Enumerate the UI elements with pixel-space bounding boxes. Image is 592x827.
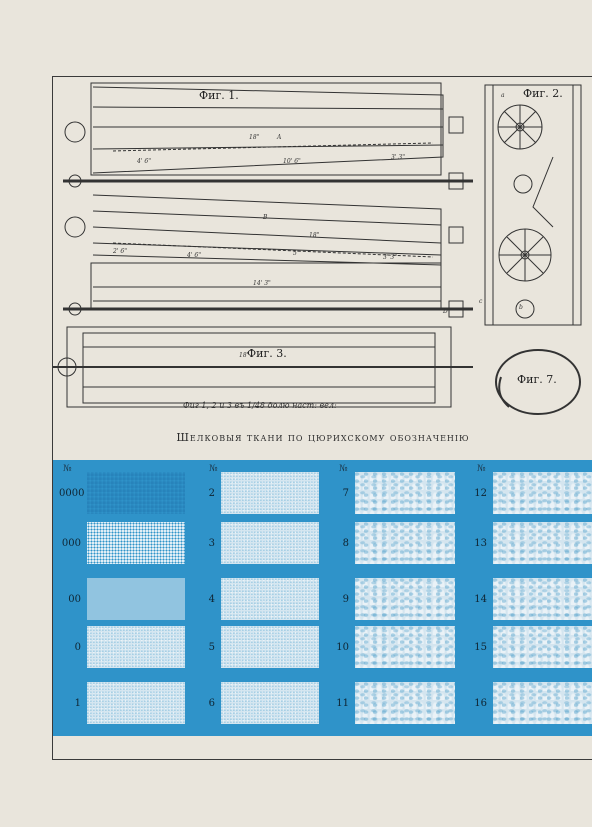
sample-number: 7 (342, 488, 349, 499)
dimension-label: 18" (239, 352, 250, 359)
silk-swatch (221, 522, 319, 564)
column-number-label: № (477, 464, 486, 474)
silk-swatch (355, 626, 455, 668)
silk-swatch (221, 626, 319, 668)
sample-number: 2 (208, 488, 215, 499)
silk-swatch (493, 626, 592, 668)
dimension-label: B (263, 214, 268, 221)
dimension-label: 14' 3" (253, 280, 271, 287)
sample-number: 0000 (59, 488, 85, 499)
silk-swatch (87, 682, 185, 724)
sample-number: 12 (474, 488, 487, 499)
sample-number: 13 (474, 538, 487, 549)
silk-swatch (355, 522, 455, 564)
machine-drawing (53, 77, 592, 427)
fig1-label: Фиг. 1. (199, 89, 239, 102)
dimension-label: 3' 3" (383, 254, 397, 261)
sample-number: 11 (336, 698, 349, 709)
samples-heading: Шелковыя ткани по цюрихскому обозначенію (176, 431, 470, 444)
column-number-label: № (209, 464, 218, 474)
fig2-frame (485, 85, 581, 325)
silk-swatch (221, 578, 319, 620)
silk-swatch (87, 626, 185, 668)
dimension-label: 10' 6" (283, 158, 301, 165)
sample-number: 00 (68, 594, 81, 605)
silk-swatch (493, 682, 592, 724)
sample-number: 9 (342, 594, 349, 605)
silk-swatch (493, 578, 592, 620)
silk-swatch (355, 578, 455, 620)
column-number-label: № (339, 464, 348, 474)
fig3-label: Фиг. 3. (247, 347, 287, 360)
sample-number: 14 (474, 594, 487, 605)
silk-swatch (221, 682, 319, 724)
column-number-label: № (63, 464, 72, 474)
dimension-label: 4' 6" (137, 158, 151, 165)
dimension-label: a (501, 92, 505, 99)
fig2-label: Фиг. 2. (523, 87, 563, 100)
sample-number: 15 (474, 642, 487, 653)
silk-swatch (493, 472, 592, 514)
dimension-label: D (443, 308, 448, 315)
sample-number: 6 (208, 698, 215, 709)
dimension-label: b (519, 304, 523, 311)
sample-number: 8 (342, 538, 349, 549)
silk-swatch (87, 578, 185, 620)
dimension-label: A (277, 134, 282, 141)
silk-swatch (493, 522, 592, 564)
silk-swatch (221, 472, 319, 514)
silk-samples-panel (53, 460, 592, 736)
silk-swatch (355, 682, 455, 724)
dimension-label: 4' 6" (187, 252, 201, 259)
sample-number: 4 (208, 594, 215, 605)
sample-number: 16 (474, 698, 487, 709)
engraving-plate (52, 76, 592, 760)
silk-swatch (355, 472, 455, 514)
sample-number: 10 (336, 642, 349, 653)
dimension-label: 18" (249, 134, 260, 141)
sample-number: 5 (208, 642, 215, 653)
dimension-label: 18" (309, 232, 320, 239)
sample-number: 3 (208, 538, 215, 549)
dimension-label: 5' (293, 250, 299, 257)
silk-swatch (87, 522, 185, 564)
sample-number: 1 (74, 698, 81, 709)
sample-number: 000 (61, 538, 81, 549)
dimension-label: 3' 3" (391, 154, 405, 161)
silk-swatch (87, 472, 185, 514)
fig7-label: Фиг. 7. (517, 373, 557, 386)
sample-number: 0 (74, 642, 81, 653)
dimension-label: 2' 6" (113, 248, 127, 255)
figure-caption: Фиг 1, 2 и 3 въ 1/48 долю наст: вел: (183, 401, 337, 410)
dimension-label: c (479, 298, 483, 305)
